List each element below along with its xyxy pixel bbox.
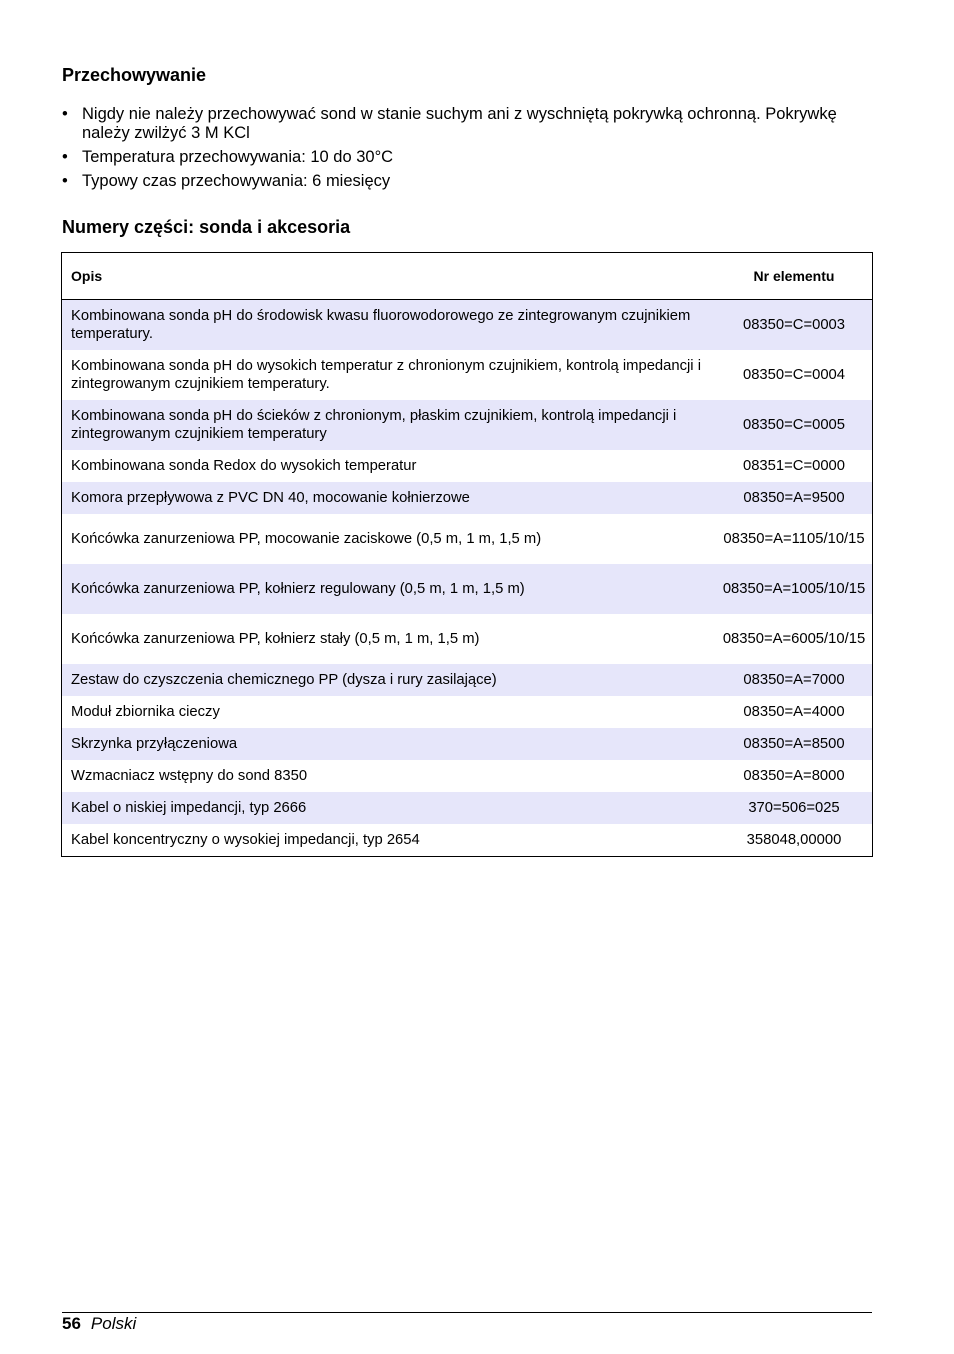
bullet-icon: •	[62, 172, 68, 190]
bullet-text: Nigdy nie należy przechowywać sond w stanie suchym ani z wyschniętą pokrywką ochronną. Pokrywkę należy zwilżyć 3 M KCl	[82, 105, 837, 142]
bullet-icon: •	[62, 105, 68, 123]
column-header-description: Opis	[62, 253, 717, 300]
table-row	[62, 564, 873, 614]
cell-item-number: 08350=A=8500	[716, 728, 873, 760]
cell-item-number: 08350=A=9500	[716, 482, 873, 514]
page-number: 56	[62, 1314, 81, 1333]
cell-description: Kombinowana sonda pH do ścieków z chronionym, płaskim czujnikiem, kontrolą impedancji i zintegrowanym czujnikiem temperatury	[62, 400, 717, 450]
cell-description: Kabel o niskiej impedancji, typ 2666	[62, 792, 717, 824]
cell-item-number: 08350=A=8000	[743, 768, 845, 784]
cell-item-number: 08350=A=6005/10/15	[722, 631, 866, 647]
cell-description: Wzmacniacz wstępny do sond 8350	[71, 768, 308, 784]
table-row	[62, 824, 873, 857]
cell-description: Końcówka zanurzeniowa PP, mocowanie zaciskowe (0,5 m, 1 m, 1,5 m)	[71, 531, 542, 547]
cell-item-number: 08350=C=0005	[716, 400, 873, 450]
cell-item-number: 370=506=025	[716, 792, 873, 824]
cell-item-number: 08351=C=0000	[742, 458, 846, 474]
table-row	[62, 760, 873, 792]
cell-item-number: 08350=C=0003	[716, 300, 873, 351]
cell-description: Kabel koncentryczny o wysokiej impedancji, typ 2654	[71, 832, 420, 848]
table-row	[62, 400, 873, 450]
storage-bullet-list	[62, 105, 862, 196]
cell-description: Skrzynka przyłączeniowa	[62, 728, 717, 760]
bullet-text: Temperatura przechowywania: 10 do 30°C	[82, 148, 394, 166]
table-row	[62, 350, 873, 400]
cell-item-number: 08350=A=1005/10/15	[716, 564, 873, 614]
cell-description: Kombinowana sonda Redox do wysokich temperatur	[71, 458, 417, 474]
table-row	[62, 614, 873, 664]
list-item	[62, 148, 862, 167]
footer-divider	[62, 1312, 872, 1313]
parts-table	[61, 252, 873, 857]
list-item	[62, 105, 862, 143]
page-footer	[62, 1314, 136, 1334]
table-header-row	[62, 253, 873, 300]
footer-language: Polski	[90, 1314, 137, 1333]
table-row	[62, 482, 873, 514]
cell-description: Kombinowana sonda pH do środowisk kwasu fluorowodorowego ze zintegrowanym czujnikiem temperatury.	[62, 300, 717, 351]
cell-description: Kombinowana sonda pH do wysokich temperatur z chronionym czujnikiem, kontrolą impedancji i zintegrowanym czujnikiem temperatury.	[71, 358, 701, 392]
cell-description: Końcówka zanurzeniowa PP, kołnierz stały (0,5 m, 1 m, 1,5 m)	[71, 631, 480, 647]
cell-description: Komora przepływowa z PVC DN 40, mocowanie kołnierzowe	[62, 482, 717, 514]
table-row	[62, 696, 873, 728]
list-item	[62, 172, 862, 191]
cell-item-number: 08350=A=7000	[716, 664, 873, 696]
cell-item-number: 358048,00000	[746, 832, 842, 848]
section-heading-parts: Numery części: sonda i akcesoria	[62, 217, 351, 237]
table-row	[62, 300, 873, 351]
bullet-icon: •	[62, 148, 68, 166]
column-header-item-number: Nr elementu	[716, 253, 873, 300]
table-row	[62, 792, 873, 824]
table-row	[62, 514, 873, 564]
cell-description: Moduł zbiornika cieczy	[71, 704, 220, 720]
section-heading-storage: Przechowywanie	[62, 65, 207, 85]
cell-item-number: 08350=A=1105/10/15	[723, 531, 865, 547]
table-row	[62, 728, 873, 760]
cell-description: Końcówka zanurzeniowa PP, kołnierz regulowany (0,5 m, 1 m, 1,5 m)	[62, 564, 717, 614]
table-row	[62, 664, 873, 696]
cell-description: Zestaw do czyszczenia chemicznego PP (dysza i rury zasilające)	[62, 664, 717, 696]
cell-item-number: 08350=A=4000	[743, 704, 845, 720]
table-row	[62, 450, 873, 482]
cell-item-number: 08350=C=0004	[742, 367, 846, 383]
bullet-text: Typowy czas przechowywania: 6 miesięcy	[82, 172, 391, 190]
